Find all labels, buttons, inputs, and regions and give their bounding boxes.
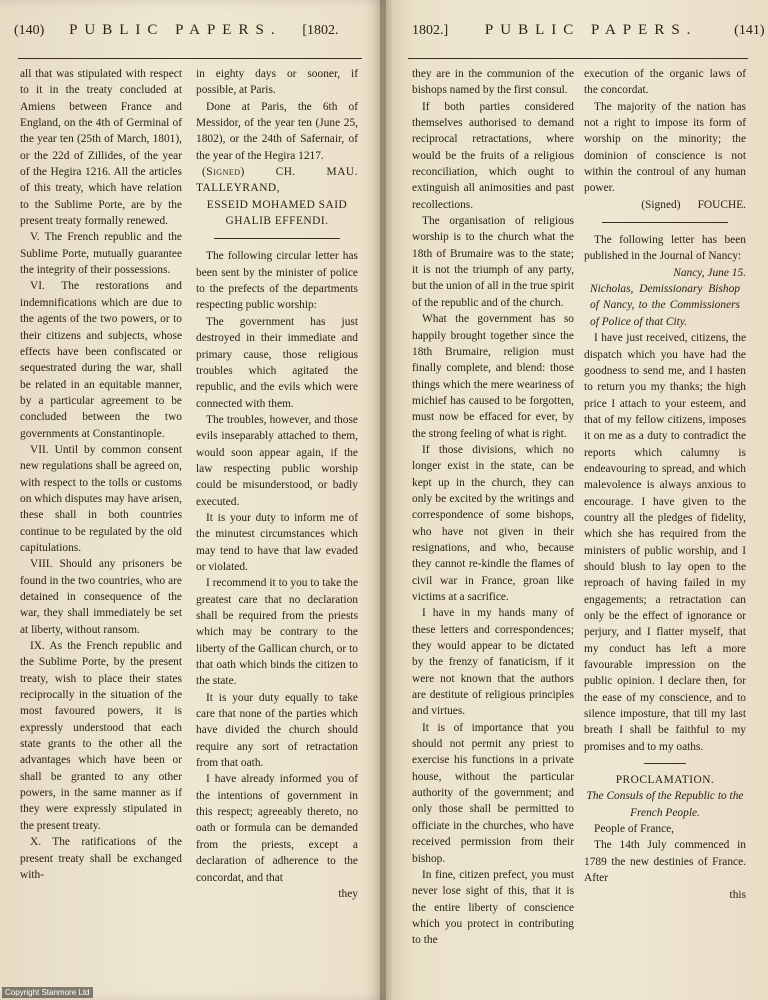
proclamation-title: PROCLAMATION. [615,774,715,787]
catchword-right: this [729,888,746,901]
signature-2: ESSEID MOHAMED SAID [206,198,348,211]
section-divider [214,238,340,239]
header-rule-left [18,58,362,59]
left-column-1 [20,66,182,883]
journal-intro: The following letter has been published in the Journal of Nancy: [584,234,746,263]
running-title-left: PUBLIC PAPERS. [69,22,282,38]
running-head-right [412,22,765,39]
header-rule-right [408,58,748,59]
circular-paragraph: It is your duty equally to take care that none of the parties which have divided the church should require any sort of retractation from that oath. [196,691,358,770]
circular-paragraph: What the government has so happily brought together since the 18th Brumaire, religion must finally complete, and blend: those things which the mere weariness of michief has caused to be forgotten, must now be effaced for ever, by the strong feeling of what is right. [412,313,574,440]
proclamation-salutation: People of France, [594,823,675,836]
running-year-left: [1802. [302,23,339,38]
treaty-article: VI. The restorations and indemnifications which are due to the agents of the two powers, or to their citizens and subjects, whose effects have been confiscated or sequestrated during the war, shall be related in an equitable manner, by a particular agreement to be concluded between the two governments at Constantinople. [20,280,182,440]
circular-paragraph: The organisation of religious worship is to the church what the 18th of Brumaire was to the state; it is not the triumph of any party, but the union of all in the true spirit of the republic and of the church. [412,215,574,309]
done-at: Done at Paris, the 6th of Messidor, of the year ten (June 25, 1802), or the 24th of Safernair, of the year of the Hegira 1217. [196,100,358,162]
copyright-watermark: Copyright Stanmore Ltd [2,987,93,998]
circular-paragraph: If both parties considered themselves authorised to demand reciprocal retractations, where would be the fruits of a religious reconciliation, which ought to extinguish all animosities and past recollections. [412,100,574,211]
treaty-article: VII. Until by common consent new regulations shall be agreed on, with respect to the tolls or customs on which disputes may have arisen, these shall in both countries continue to be regulated by the old capitulations. [20,443,182,554]
signed-fouche: (Signed) FOUCHE. [641,198,746,211]
circular-paragraph: The troubles, however, and those evils inseparably attached to them, would soon appear again, if the law respecting public worship could be misunderstood, or badly executed. [196,413,358,508]
treaty-article: IX. As the French republic and the Sublime Porte, by the present treaty, wish to place their states reciprocally in the situation of the most favoured powers, it is expressly understood that each state grants to the other all the advantages which have been or shall be granted to any other powers, in the same manner as if they were expressly stipulated in the present treaty. [20,640,182,832]
circular-paragraph: I recommend it to you to take the greatest care that no declaration shall be required from the priests which may be contrary to the liberty of the Gallican church, or to that oath which binds the citizen to the state. [196,577,358,688]
concordat-end: execution of the organic laws of the concordat. [584,68,746,97]
right-column-2 [584,66,746,903]
signature-3: GHALIB EFFENDI. [225,215,329,228]
circular-paragraph: If those divisions, which no longer exist in the state, can be kept up in the church, they can only be excited by the writings and correspondence of some bishops, who have not given in their resignations, and who, because they cannot re-kindle the flames of civil war in France, groan like victims at a sacrifice. [412,443,574,603]
section-divider-right-2 [644,763,686,764]
circular-paragraph: The following circular letter has been sent by the minister of police to the prefects of the departments respecting public worship: [196,250,358,312]
page-number-left: (140) [14,23,45,38]
catchword-left: they [338,887,358,900]
running-head-left [14,22,339,39]
circular-paragraph: I have in my hands many of these letters and correspondences; they would appear to be dictated by the frenzy of fanaticism, if it were not known that the authors are destitute of religious principles and virtues. [412,607,574,718]
treaty-article: X. The ratifications of the present treaty shall be exchanged with- [20,836,182,881]
majority-paragraph: The majority of the nation has not a right to impose its form of worship on the minority; the dominion of conscience is not within the controul of any human power. [584,100,746,195]
signature-1: (Signed) CH. MAU. TALLEYRAND, [196,166,358,195]
treaty-end: in eighty days or sooner, if possible, at Paris. [196,68,358,97]
running-title-right: PUBLIC PAPERS. [484,22,698,38]
proclamation-text: The 14th July commenced in 1789 the new destinies of France. After [584,839,746,885]
right-page [386,0,768,1000]
letter-heading: Nicholas, Demissionary Bishop of Nancy, to the Commissioners of Police of that City. [590,283,740,328]
book-gutter [380,0,392,1000]
treaty-article: V. The French republic and the Sublime Porte, mutually guarantee the integrity of their possessions. [20,231,182,277]
circular-paragraph: I have already informed you of the intentions of government in this respect; agreeably thereto, no oath or formula can be demanded from the priests, except a declaration of adherence to the concordat, and that [196,773,358,884]
circular-paragraph: It is your duty to inform me of the minutest circumstances which may tend to have that law evaded or violated. [196,511,358,573]
treaty-article: all that was stipulated with respect to it in the treaty concluded at Amiens between France and England, on the 4th of Germinal of the year ten (25th of March, 1801), or the 22d of Zillides, of the year of the Hegira 1216. All the articles of this treaty, which have relation to the Sublime Porte, are by the present treaty formally renewed. [20,68,182,228]
page-number-right: (141) [734,23,765,38]
treaty-article: VIII. Should any prisoners be found in the two countries, who are detained in consequence of the war, they shall immediately be set at liberty, without ransom. [20,558,182,636]
section-divider-right [602,222,728,223]
dateline: Nancy, June 15. [673,266,746,279]
circular-paragraph: they are in the communion of the bishops named by the first consul. [412,68,574,97]
running-year-right: 1802.] [412,23,449,38]
circular-paragraph: It is of importance that you should not permit any priest to exercise his functions in a private house, without the particular authority of the government; and only those shall be permitted to officiate in the churches, who have received permission from their bishop. [412,721,574,865]
proclamation-heading: The Consuls of the Republic to the French People. [586,790,744,819]
right-column-1 [412,66,574,949]
left-column-2 [196,66,358,902]
letter-body: I have just received, citizens, the dispatch which you have had the goodness to send me, and I hasten to return you my thanks; the high price I attach to your esteem, and that of my fellow citizens, imposes it on me as a duty to contradict the reports which calumny is endeavouring to spread, and which malevolence is always anxious to encourage. I have given to the country all the pledges of fidelity, which she has required from the ministers of public worship, and I should blush to lay open to the reproach of having failed in my engagements; a retractation can only be the effect of ignorance or perjury, and I flatter myself, that my conduct has left a more favourable impression on the public opinion. I declare then, for the ease of my conscience, and to silence imposture, that till my last breath I shall be faithful to my promises and to my oaths. [584,332,746,753]
circular-paragraph: The government has just destroyed in their immediate and primary cause, those religious troubles which agitated the republic, and the evils which were connected with them. [196,315,358,410]
circular-paragraph: In fine, citizen prefect, you must never lose sight of this, that it is the entire liberty of conscience which you protect in contributing to the [412,868,574,947]
